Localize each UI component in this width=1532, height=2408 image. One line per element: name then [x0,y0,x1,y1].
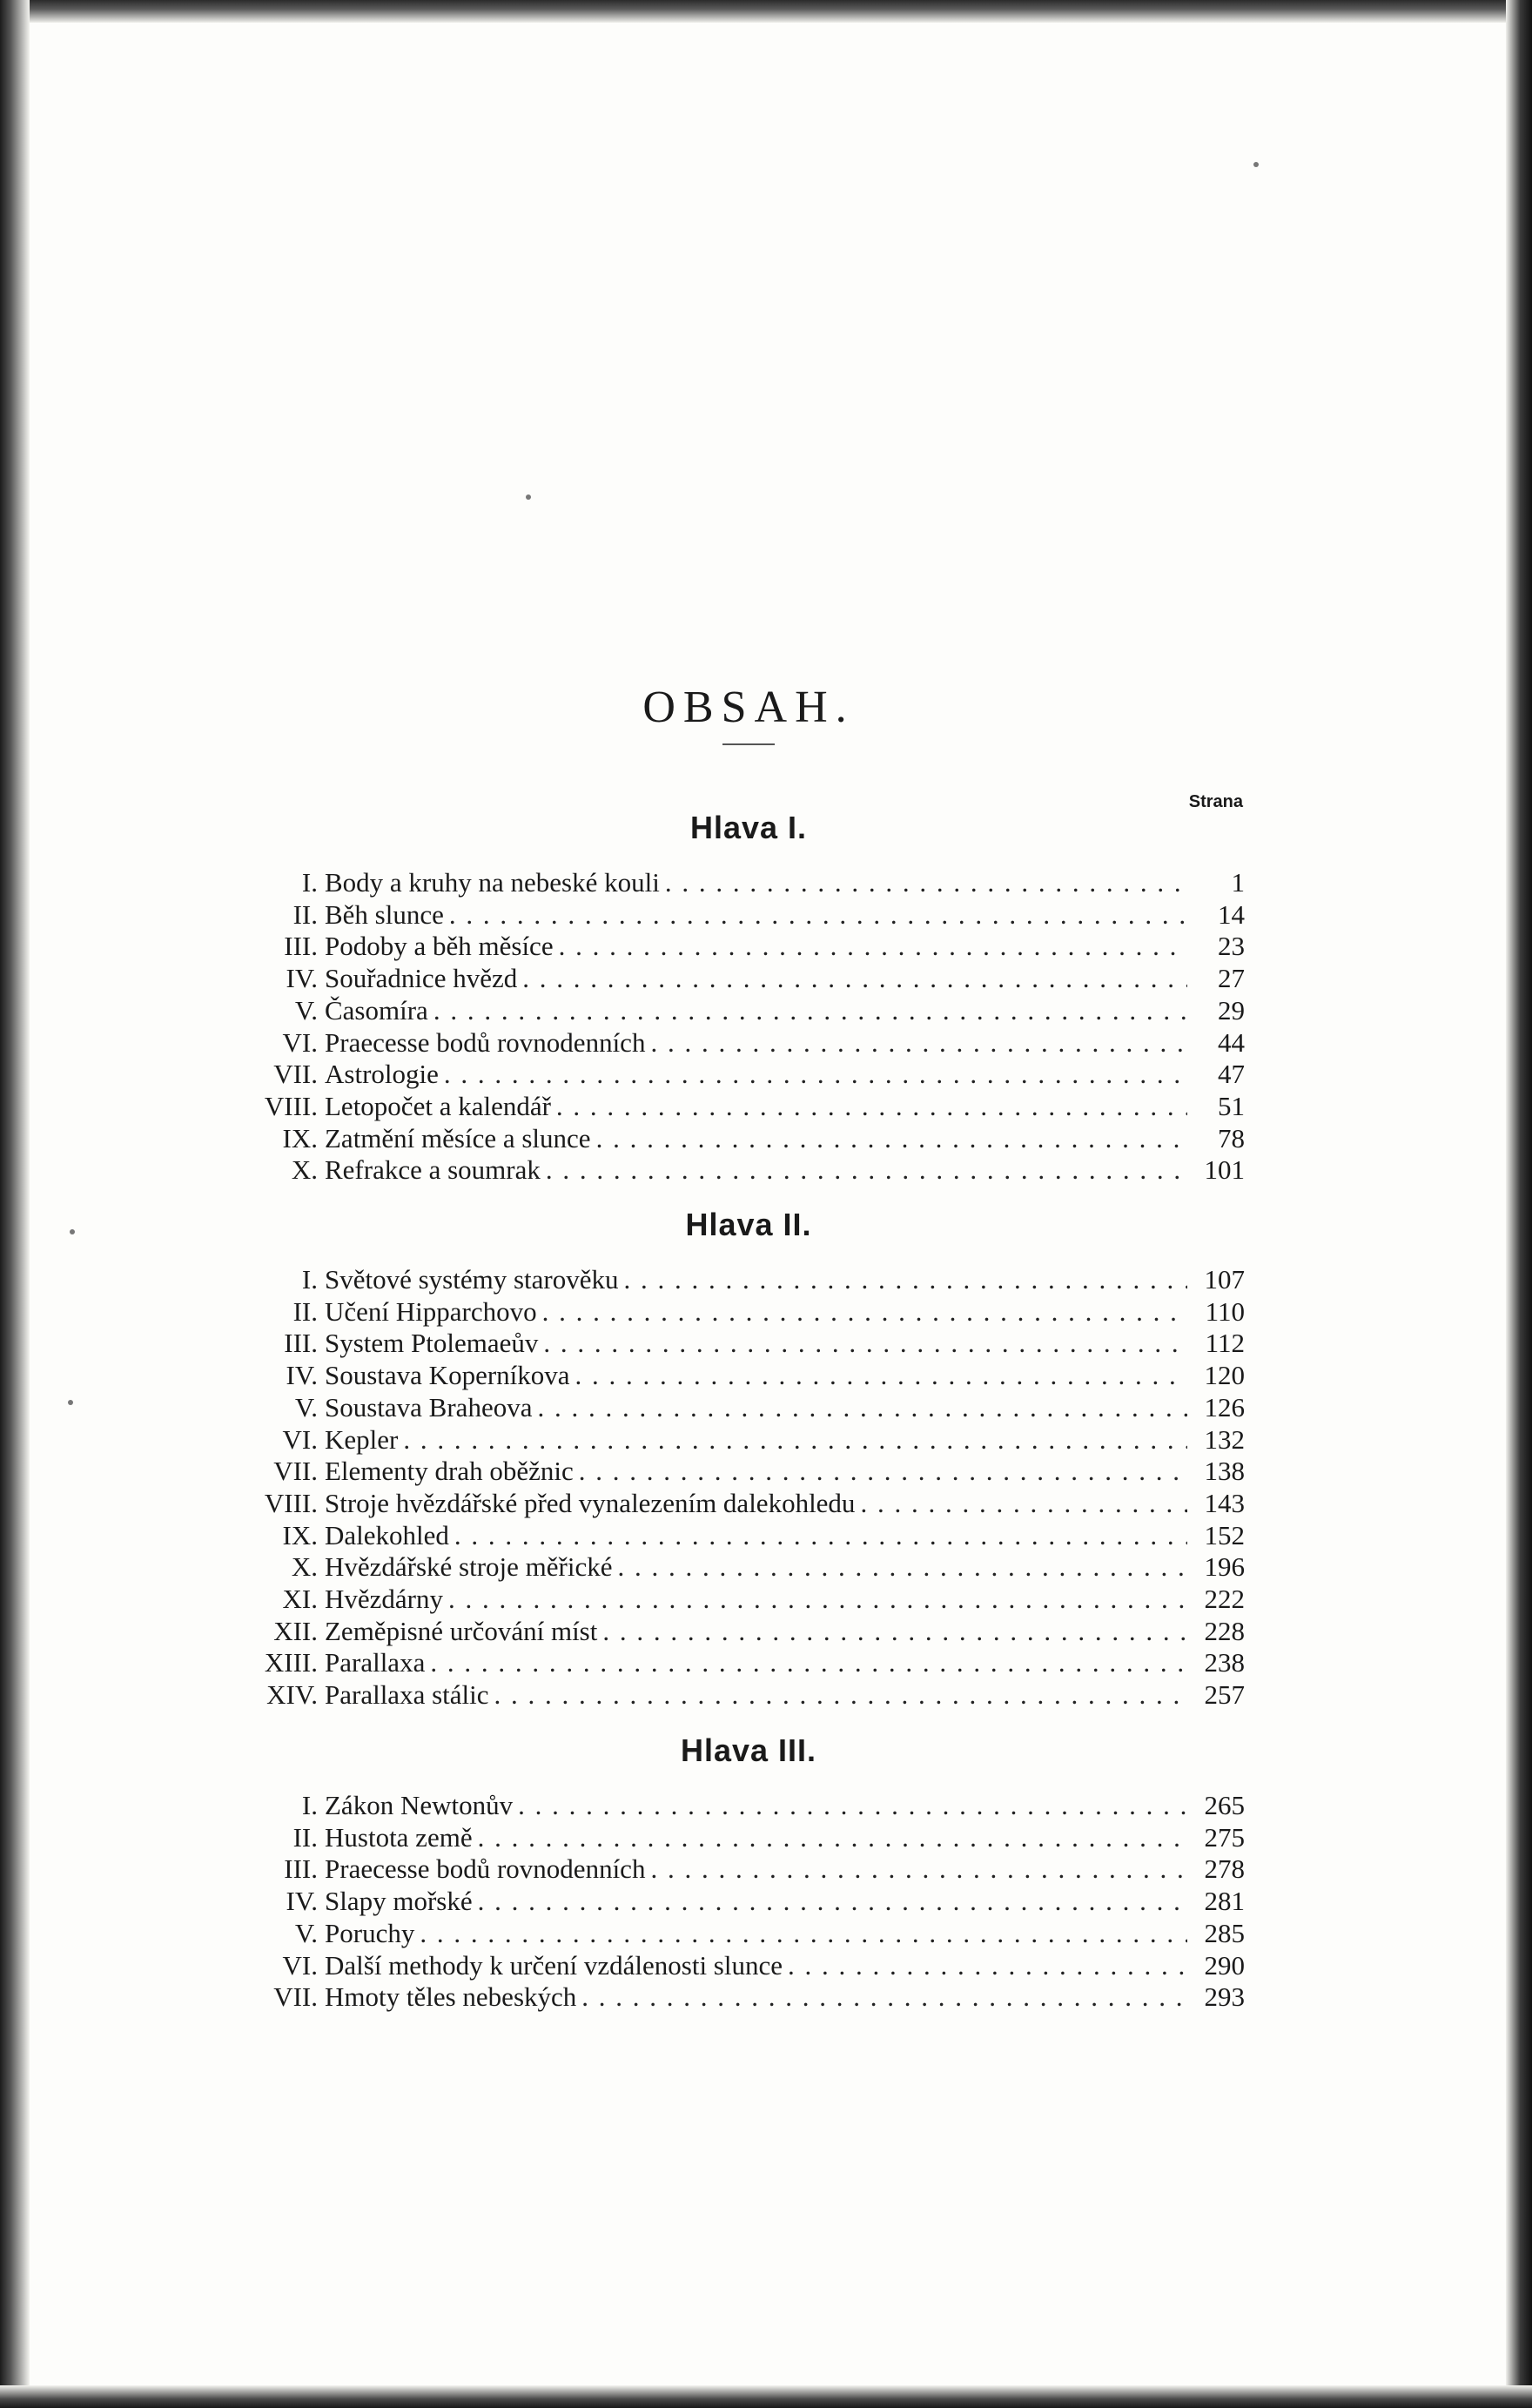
toc-entry [218,1853,1245,1885]
toc-entry [218,1328,1245,1359]
page-number: 152 [1204,1519,1245,1550]
page-number: 126 [1204,1391,1245,1423]
chapter-number: I. [301,867,318,898]
chapter-title: Letopočet a kalendář [325,1090,551,1121]
dot-leader [448,1584,1187,1615]
chapter-title: Soustava Braheova [325,1391,533,1423]
scan-edge-bottom [0,2385,1532,2408]
dot-leader [478,1886,1187,1917]
page-number: 281 [1204,1886,1245,1917]
page-number: 44 [1218,1026,1245,1058]
chapter-number: XIII. [264,1647,318,1678]
chapter-number: IV. [286,1886,318,1917]
chapter-title: Hmoty těles nebeských [325,1981,577,2013]
chapter-number: VII. [273,1059,318,1090]
dot-leader [403,1424,1187,1456]
chapter-number: VIII. [264,1090,318,1121]
chapter-title: Kepler [325,1423,399,1455]
dot-leader [665,867,1187,898]
chapter-title: System Ptolemaeův [325,1328,539,1359]
chapter-number: II. [292,898,318,930]
chapter-number: IV. [286,1360,318,1391]
toc-entry [218,1886,1245,1917]
chapter-number: XI. [282,1584,318,1614]
page-number: 238 [1204,1647,1245,1678]
toc-entry [218,963,1245,994]
scan-edge-left [0,0,30,2408]
page-number: 1 [1231,867,1245,898]
chapter-number: VI. [282,1423,318,1455]
page-number: 110 [1205,1295,1245,1327]
page-number: 78 [1218,1122,1245,1154]
chapter-title: Zákon Newtonův [325,1790,514,1820]
dot-leader [537,1392,1187,1423]
chapter-title: Stroje hvězdářské před vynalezením dalekohledu [325,1487,856,1518]
page-number: 275 [1204,1821,1245,1853]
chapter-title: Parallaxa [325,1647,426,1678]
chapter-number: IX. [282,1122,318,1154]
chapter-number: II. [292,1295,318,1327]
chapter-number: V. [294,1917,318,1948]
page-number: 14 [1218,898,1245,930]
dot-leader [543,1328,1187,1359]
page-number: 285 [1204,1917,1245,1948]
chapter-title: Praecesse bodů rovnodenních [325,1026,646,1058]
chapter-title: Dalekohled [325,1519,449,1550]
toc-entry [218,995,1245,1026]
chapter-title: Učení Hipparchovo [325,1295,537,1327]
chapter-number: VI. [282,1026,318,1058]
toc-entry [218,1424,1245,1456]
dot-leader [860,1488,1187,1519]
page-number: 290 [1204,1949,1245,1981]
chapter-title: Další methody k určení vzdálenosti slunce [325,1949,783,1981]
toc-entry [218,1296,1245,1328]
page-number: 101 [1204,1154,1245,1186]
page-number: 120 [1204,1360,1245,1391]
chapter-title: Poruchy [325,1917,415,1948]
chapter-number: X. [291,1154,318,1186]
paper-speck [526,494,531,500]
dot-leader [788,1950,1187,1981]
chapter-number: IX. [282,1519,318,1550]
chapter-title: Zeměpisné určování míst [325,1615,598,1646]
page-number: 293 [1204,1981,1245,2013]
toc-entry [218,1123,1245,1154]
paper-speck [68,1400,73,1405]
chapter-title: Souřadnice hvězd [325,963,518,994]
chapter-number: XII. [273,1615,318,1646]
dot-leader [596,1123,1187,1154]
toc-entry [218,867,1245,898]
dot-leader [650,1853,1187,1885]
section-heading: Hlava I. [689,810,808,845]
page-number: 47 [1218,1059,1245,1090]
scan-edge-top [0,0,1532,23]
toc-entry [218,1647,1245,1678]
chapter-title: Hvězdářské stroje měřické [325,1551,613,1583]
title-divider [722,743,775,745]
section-heading: Hlava II. [685,1207,812,1242]
page-number: 265 [1204,1790,1245,1820]
dot-leader [546,1154,1187,1186]
page-number: 143 [1204,1487,1245,1518]
chapter-number: VIII. [264,1487,318,1518]
toc-entry [218,1822,1245,1853]
page-number: 23 [1218,931,1245,962]
page-number: 29 [1218,994,1245,1026]
dot-leader [518,1790,1187,1821]
page-number: 222 [1204,1584,1245,1614]
page-number: 107 [1204,1264,1245,1295]
dot-leader [624,1264,1187,1295]
toc-entry [218,1616,1245,1647]
paper-speck [1253,162,1259,167]
toc-entry [218,899,1245,931]
toc-entry [218,1392,1245,1423]
dot-leader [559,931,1187,962]
toc-entry [218,1059,1245,1090]
chapter-title: Běh slunce [325,898,444,930]
chapter-number: III. [284,1328,318,1359]
chapter-title: Parallaxa stálic [325,1679,489,1711]
chapter-title: Refrakce a soumrak [325,1154,541,1186]
dot-leader [650,1027,1187,1059]
chapter-title: Podoby a běh měsíce [325,931,554,962]
chapter-number: IV. [286,963,318,994]
dot-leader [494,1679,1188,1711]
dot-leader [454,1520,1187,1551]
toc-entry [218,1584,1245,1615]
toc-entry [218,1950,1245,1981]
chapter-title: Slapy mořské [325,1886,473,1917]
toc-entry [218,1154,1245,1186]
page-number: 278 [1204,1853,1245,1885]
page-number: 51 [1218,1090,1245,1121]
dot-leader [522,963,1187,994]
toc-entry [218,1488,1245,1519]
dot-leader [575,1360,1187,1391]
chapter-title: Praecesse bodů rovnodenních [325,1853,646,1885]
chapter-title: Soustava Koperníkova [325,1360,570,1391]
section-heading: Hlava III. [680,1732,817,1768]
chapter-number: I. [301,1790,318,1820]
chapter-number: VII. [273,1456,318,1487]
dot-leader [433,995,1187,1026]
scan-edge-right [1506,0,1532,2408]
toc-entry [218,1360,1245,1391]
dot-leader [579,1456,1187,1487]
dot-leader [478,1822,1187,1853]
dot-leader [420,1918,1187,1949]
dot-leader [542,1296,1187,1328]
chapter-title: Časomíra [325,994,428,1026]
page-title: OBSAH. [642,682,855,732]
chapter-number: XIV. [266,1679,318,1711]
toc-entry [218,1520,1245,1551]
chapter-title: Hustota země [325,1821,473,1853]
chapter-number: V. [294,1391,318,1423]
chapter-number: III. [284,931,318,962]
chapter-title: Body a kruhy na nebeské kouli [325,867,660,898]
page-number: 228 [1204,1615,1245,1646]
dot-leader [602,1616,1187,1647]
page-number: 27 [1218,963,1245,994]
chapter-title: Zatmění měsíce a slunce [325,1122,591,1154]
dot-leader [430,1647,1187,1678]
toc-entry [218,1679,1245,1711]
chapter-title: Hvězdárny [325,1584,443,1614]
toc-entry [218,1790,1245,1821]
page-number: 112 [1205,1328,1245,1359]
chapter-number: X. [291,1551,318,1583]
toc-entry [218,1981,1245,2013]
chapter-number: II. [292,1821,318,1853]
toc-entry [218,1551,1245,1583]
chapter-title: Světové systémy starověku [325,1264,619,1295]
page-number: 257 [1204,1679,1245,1711]
chapter-number: V. [294,994,318,1026]
chapter-title: Astrologie [325,1059,439,1090]
toc-entry [218,1091,1245,1122]
toc-entry [218,1456,1245,1487]
dot-leader [618,1551,1187,1583]
toc-entry [218,931,1245,962]
dot-leader [449,899,1187,931]
dot-leader [444,1059,1187,1090]
page-number: 196 [1204,1551,1245,1583]
dot-leader [581,1981,1187,2013]
chapter-number: VII. [273,1981,318,2013]
toc-entry [218,1027,1245,1059]
dot-leader [556,1091,1187,1122]
chapter-title: Elementy drah oběžnic [325,1456,574,1487]
chapter-number: III. [284,1853,318,1885]
page-column-label: Strana [1188,792,1243,811]
page-number: 132 [1204,1423,1245,1455]
chapter-number: I. [301,1264,318,1295]
toc-entry [218,1918,1245,1949]
chapter-number: VI. [282,1949,318,1981]
page-number: 138 [1204,1456,1245,1487]
toc-entry [218,1264,1245,1295]
